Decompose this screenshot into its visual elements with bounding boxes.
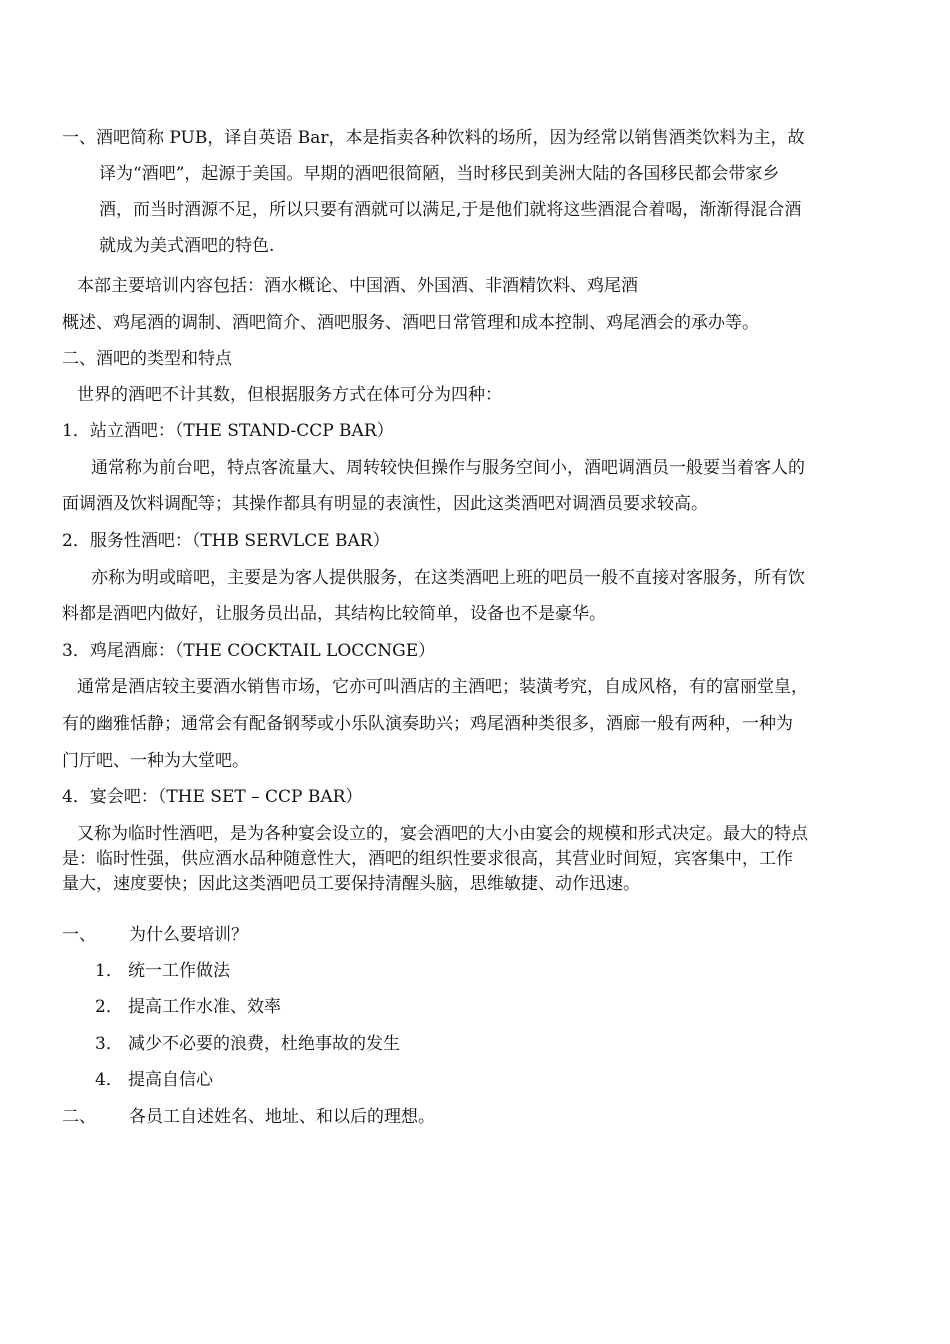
list-number: 2．	[95, 997, 123, 1017]
intro-line: 就成为美式酒吧的特色.	[99, 236, 275, 256]
list-text: 提高自信心	[128, 1070, 213, 1090]
bar-type-text: 又称为临时性酒吧，是为各种宴会设立的，宴会酒吧的大小由宴会的规模和形式决定。最大的特点	[77, 824, 808, 844]
list-number: 3．	[95, 1034, 123, 1054]
why-training-heading	[62, 925, 248, 945]
intro-line: 酒，而当时酒源不足，所以只要有酒就可以满足,于是他们就将这些酒混合着喝，渐渐得混合酒	[99, 200, 802, 220]
section-intro: 世界的酒吧不计其数，但根据服务方式在体可分为四种：	[77, 385, 502, 405]
bar-type-text: 有的幽雅恬静；通常会有配备钢琴或小乐队演奏助兴；鸡尾酒种类很多，酒廊一般有两种，一种为	[62, 714, 793, 734]
list-item	[95, 1070, 213, 1090]
bar-type-text: 面调酒及饮料调配等；其操作都具有明显的表演性，因此这类酒吧对调酒员要求较高。	[62, 494, 708, 514]
list-number: 1．	[95, 961, 123, 981]
bar-type-text: 通常是酒店较主要酒水销售市场，它亦可叫酒店的主酒吧；装潢考究，自成风格，有的富丽堂皇，	[77, 677, 808, 697]
heading-text: 各员工自述姓名、地址、和以后的理想。	[129, 1107, 435, 1127]
bar-type-text: 是：临时性强，供应酒水品种随意性大，酒吧的组织性要求很高，其营业时间短，宾客集中，工作	[62, 849, 793, 869]
bar-type-text: 量大，速度要快；因此这类酒吧员工要保持清醒头脑，思维敏捷、动作迅速。	[62, 874, 640, 894]
intro-line: 一、酒吧简称 PUB，译自英语 Bar，本是指卖各种饮料的场所，因为经常以销售酒类饮料为主，故	[62, 128, 805, 148]
section-heading: 二、酒吧的类型和特点	[62, 349, 232, 369]
list-text: 统一工作做法	[128, 961, 230, 981]
intro-line: 译为“酒吧”，起源于美国。早期的酒吧很简陋，当时移民到美洲大陆的各国移民都会带家乡	[99, 164, 780, 184]
training-contents-line: 概述、鸡尾酒的调制、酒吧简介、酒吧服务、酒吧日常管理和成本控制、鸡尾酒会的承办等。	[62, 313, 759, 333]
list-text: 减少不必要的浪费，杜绝事故的发生	[128, 1034, 400, 1054]
bar-type-title: 3．鸡尾酒廊：（THE COCKTAIL LOCCNGE）	[62, 641, 436, 661]
bar-type-title: 1．站立酒吧：（THE STAND-CCP BAR）	[62, 421, 394, 441]
list-text: 提高工作水准、效率	[128, 997, 281, 1017]
bar-type-text: 亦称为明或暗吧，主要是为客人提供服务，在这类酒吧上班的吧员一般不直接对客服务，所有饮	[91, 568, 805, 588]
list-item	[95, 961, 230, 981]
heading-text: 为什么要培训？	[129, 925, 248, 945]
self-intro-heading	[62, 1107, 435, 1127]
heading-number: 二、	[62, 1107, 96, 1127]
bar-type-text: 门厅吧、一种为大堂吧。	[62, 751, 249, 771]
list-item	[95, 997, 281, 1017]
heading-number: 一、	[62, 925, 96, 945]
bar-type-title: 2．服务性酒吧：（THB SERVLCE BAR）	[62, 531, 390, 551]
bar-type-text: 料都是酒吧内做好，让服务员出品，其结构比较简单，设备也不是豪华。	[62, 604, 606, 624]
list-item	[95, 1034, 400, 1054]
bar-type-text: 通常称为前台吧，特点客流量大、周转较快但操作与服务空间小，酒吧调酒员一般要当着客人的	[91, 458, 805, 478]
list-number: 4．	[95, 1070, 123, 1090]
training-contents-line: 本部主要培训内容包括：酒水概论、中国酒、外国酒、非酒精饮料、鸡尾酒	[77, 276, 638, 296]
bar-type-title: 4．宴会吧：（THE SET – CCP BAR）	[62, 787, 363, 807]
